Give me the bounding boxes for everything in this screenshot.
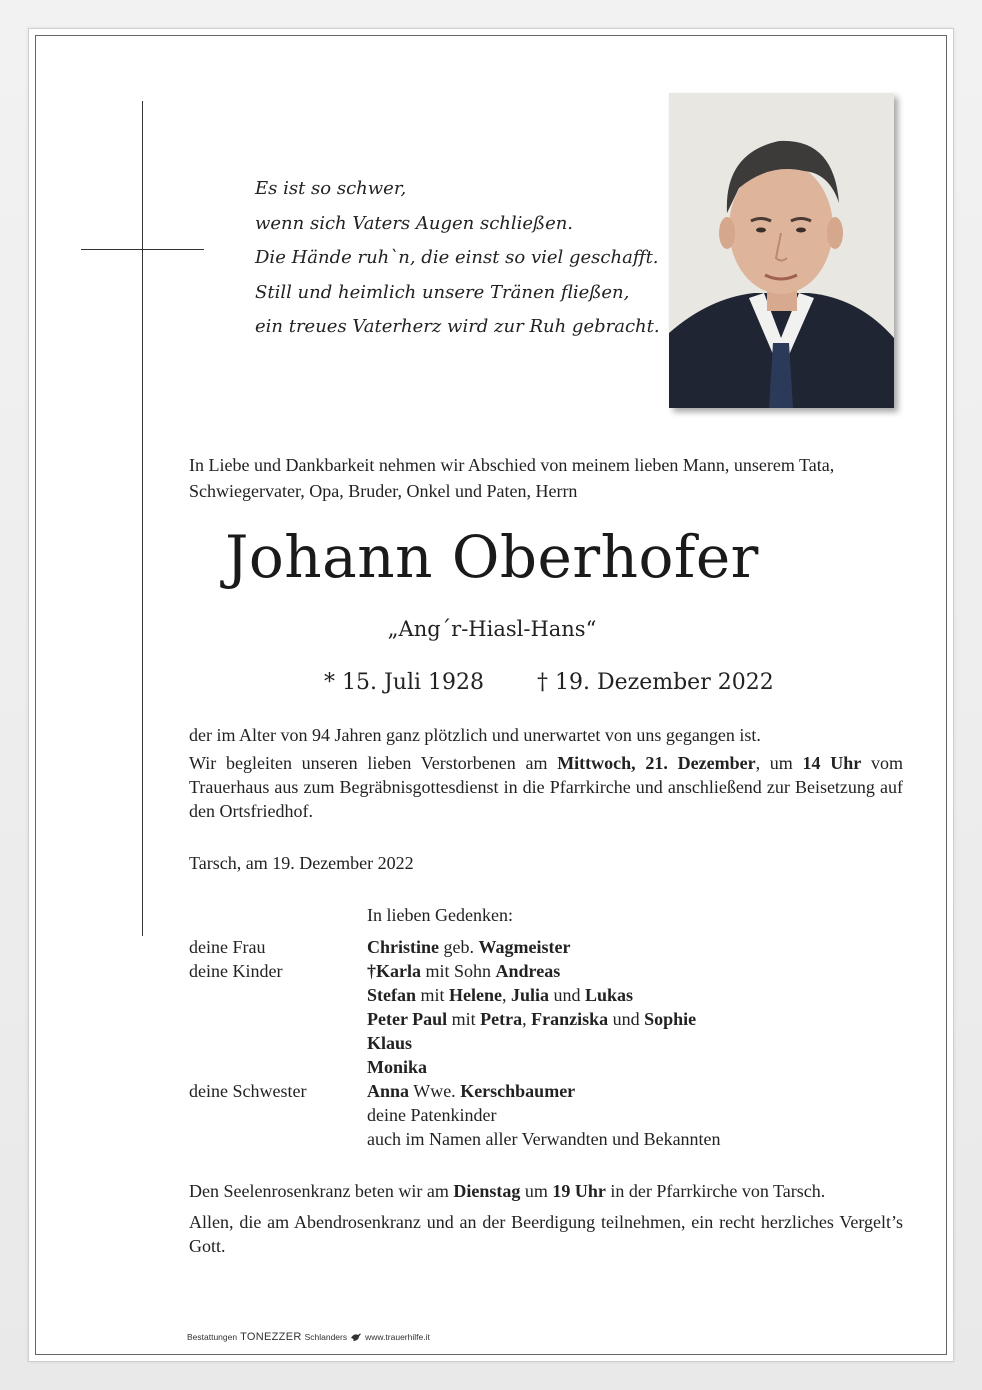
relation-label: deine Frau <box>189 937 266 957</box>
birth-date: * 15. Juli 1928 <box>324 670 485 695</box>
funeral-text: Wir begleiten unseren lieben Verstorbenen am Mittwoch, 21. Dezember, um 14 Uhr vom Trauerhaus aus zum Begräbnisgottesdienst in die Pfarrkirche und anschließend zur Beisetzung auf den Ortsfriedhof. <box>189 753 903 821</box>
mourner-names: deine Patenkinder <box>367 1105 497 1125</box>
age-text: der im Alter von 94 Jahren ganz plötzlich und unerwartet von uns gegangen ist. <box>189 725 761 745</box>
portrait-photo <box>669 93 894 408</box>
obituary-card <box>28 28 954 1362</box>
poem <box>255 172 660 345</box>
poem-line: Es ist so schwer, <box>255 178 407 199</box>
mourner-names: Klaus <box>367 1033 413 1053</box>
poem-line: Still und heimlich unsere Tränen fließen, <box>255 281 630 303</box>
nickname: „Ang´r-Hiasl-Hans“ <box>387 617 597 641</box>
mourner-names: †Karla mit Sohn Andreas <box>367 961 561 981</box>
footer <box>187 1331 430 1343</box>
mourner-names: Stefan mit Helene, Julia und Lukas <box>367 985 634 1005</box>
footer-brand: TONEZZER <box>240 1331 302 1343</box>
thanks-text: Allen, die am Abendrosenkranz und an der Beerdigung teilnehmen, ein recht herzliches Vergelt’s Gott. <box>189 1212 903 1256</box>
poem-line: ein treues Vaterherz wird zur Ruh gebracht. <box>255 316 660 337</box>
mourner-names: auch im Namen aller Verwandten und Bekannten <box>367 1129 721 1149</box>
footer-prefix: Bestattungen <box>187 1332 238 1342</box>
dove-logo-icon <box>350 1331 362 1343</box>
mourner-names: Anna Wwe. Kerschbaumer <box>367 1081 576 1101</box>
place-date: Tarsch, am 19. Dezember 2022 <box>189 853 414 873</box>
mourner-names: Monika <box>367 1057 428 1077</box>
footer-url[interactable]: www.trauerhilfe.it <box>365 1332 430 1342</box>
mourner-names: Peter Paul mit Petra, Franziska und Sophie <box>367 1009 697 1029</box>
poem-line: Die Hände ruh`n, die einst so viel geschafft. <box>255 247 659 268</box>
death-date: † 19. Dezember 2022 <box>537 670 774 695</box>
relation-label: deine Schwester <box>189 1081 307 1101</box>
cross-icon-horizontal <box>81 249 204 250</box>
deceased-name: Johann Oberhofer <box>225 523 759 591</box>
footer-city: Schlanders <box>304 1332 348 1342</box>
relation-label: deine Kinder <box>189 961 283 981</box>
mourner-names: Christine geb. Wagmeister <box>367 937 571 957</box>
poem-line: wenn sich Vaters Augen schließen. <box>255 212 574 234</box>
portrait-illustration <box>669 93 894 408</box>
intro-text: In Liebe und Dankbarkeit nehmen wir Abschied von meinem lieben Mann, unserem Tata, Schwiegervater, Opa, Bruder, Onkel und Paten, Herrn <box>189 455 835 501</box>
rosary-text: Den Seelenrosenkranz beten wir am Dienstag um 19 Uhr in der Pfarrkirche von Tarsch. <box>189 1181 826 1201</box>
mourners-heading: In lieben Gedenken: <box>367 905 513 925</box>
cross-icon-vertical <box>142 101 143 936</box>
